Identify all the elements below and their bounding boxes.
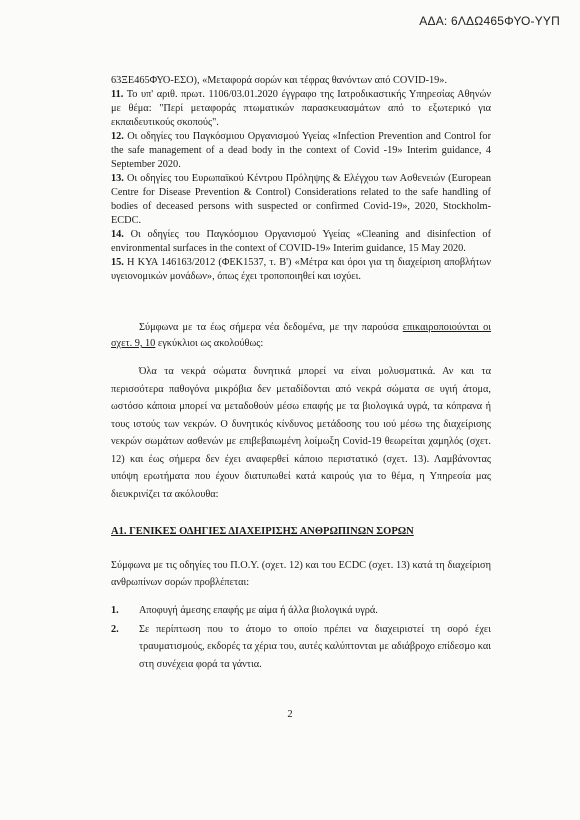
- section-heading: Α1. ΓΕΝΙΚΕΣ ΟΔΗΓΙΕΣ ΔΙΑΧΕΙΡΙΣΗΣ ΑΝΘΡΩΠΙΝΩΝ ΣΟΡΩΝ: [111, 526, 414, 537]
- list-item: 2. Σε περίπτωση που το άτομο το οποίο πρέπει να διαχειριστεί τη σορό έχει τραυματισμούς, εκδορές τα χέρια του, αυτές καλύπτονται με αδιάβροχο επίδεσμο και στη συνέχεια φορά τα γάντια.: [111, 623, 491, 670]
- section-intro: Σύμφωνα με τις οδηγίες του Π.Ο.Υ. (σχετ. 12) και του ECDC (σχετ. 13) κατά τη διαχείριση ανθρωπίνων σορών προβλέπεται:: [111, 560, 491, 588]
- list-item: 1. Αποφυγή άμεσης επαφής με αίμα ή άλλα βιολογικά υγρά.: [111, 605, 378, 616]
- references-list: [111, 74, 491, 284]
- page-number: 2: [287, 709, 293, 720]
- intro-statement: Σύμφωνα με τα έως σήμερα νέα δεδομένα, με την παρούσα επικαιροποιούνται οι σχετ. 9, 10 εγκύκλιοι ως ακολούθως:: [111, 322, 491, 349]
- guidelines-list: [111, 602, 491, 674]
- underlined-update-note: επικαιροποιούνται οι σχετ. 9, 10: [111, 322, 491, 349]
- reference-item-12: 12. Οι οδηγίες του Παγκόσμιου Οργανισμού Υγείας «Infection Prevention and Control for the safe management of a dead body in the context of Covid -19» Interim guidance, 4 September 2020.: [111, 131, 492, 170]
- ada-code: ΑΔΑ: 6ΛΔΩ465ΦΥΟ-ΥΥΠ: [419, 14, 560, 28]
- reference-item-15: 15. Η ΚΥΑ 146163/2012 (ΦΕΚ1537, τ. Β') «Μέτρα και όροι για τη διαχείριση αποβλήτων υγειονομικών μονάδων», όπως έχει τροποποιηθεί και ισχύει.: [111, 257, 491, 282]
- reference-item-11: 11. Το υπ' αριθ. πρωτ. 1106/03.01.2020 έγγραφο της Ιατροδικαστικής Υπηρεσίας Αθηνών με θέμα: "Περί μεταφοράς πτωματικών παρασκευασμάτων από το εξωτερικό για εκπαιδευτικούς σκοπούς".: [111, 89, 492, 128]
- reference-continuation: 63ΞΕ465ΦΥΟ-ΕΣΟ), «Μεταφορά σορών και τέφρας θανόντων από COVID-19».: [111, 75, 448, 86]
- reference-item-13: 13. Οι οδηγίες του Ευρωπαϊκού Κέντρου Πρόληψης & Ελέγχου των Ασθενειών (European Centre for Disease Prevention & Control) Considerations related to the safe handling of bodies of deceased persons with suspected or confirmed Covid-19», 2020, Stockholm-ECDC.: [111, 173, 491, 226]
- main-paragraph: Όλα τα νεκρά σώματα δυνητικά μπορεί να είναι μολυσματικά. Αν και τα περισσότερα παθογόνα μικρόβια δεν μεταδίδονται από νεκρά σώματα σε υγιή άτομα, ωστόσο κάποια μπορεί να μεταδοθούν μέσω επαφής με τα βιολογικά υγρά, τα κόπρανα ή τους ιστούς των νεκρών. Ο δυνητικός κίνδυνος μετάδοσης του ιού μέσω της διαχείρισης νεκρών σωμάτων ασθενών με επιβεβαιωμένη λοίμωξη Covid-19 θεωρείται χαμηλός (σχετ. 12) και έως σήμερα δεν έχει αναφερθεί κάποιο περιστατικό (σχετ. 13). Λαμβάνοντας υπόψη ερωτήματα που έχουν διατυπωθεί κατά καιρούς για το θέμα, η Υπηρεσία μας διευκρινίζει τα ακόλουθα:: [111, 366, 491, 500]
- reference-item-14: 14. Οι οδηγίες του Παγκόσμιου Οργανισμού Υγείας «Cleaning and disinfection of environmental surfaces in the context of COVID-19» Interim guidance, 15 May 2020.: [111, 229, 492, 254]
